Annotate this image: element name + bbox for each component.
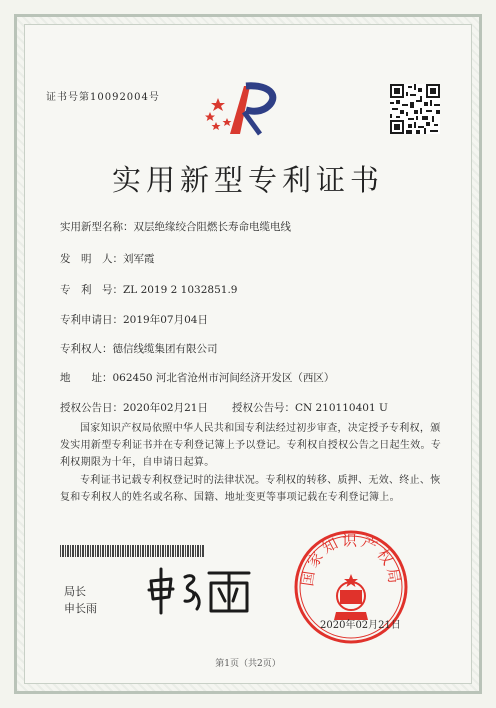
certificate-number: 证书号第10092004号: [46, 92, 160, 103]
director-signature-icon: [145, 563, 255, 619]
seal-date: 2020年02月21日: [320, 620, 401, 631]
announcement-date-value: 2020年02月21日: [123, 402, 208, 414]
filing-date-value: 2019年07月04日: [123, 314, 208, 326]
certificate-title: 实用新型专利证书: [111, 163, 384, 197]
director-title: 局长: [64, 585, 86, 598]
patent-number-label: 专 利 号：: [60, 284, 123, 296]
utility-model-name-label: 实用新型名称：: [60, 221, 134, 233]
address-label: 地 址：: [60, 372, 113, 384]
announcement-date-label: 授权公告日：: [60, 402, 123, 414]
announcement-number-value: CN 210110401 U: [294, 402, 388, 414]
director-name: 申长雨: [64, 602, 97, 615]
filing-date-row: [60, 312, 208, 327]
announcement-row: [60, 400, 388, 415]
patentee-row: [60, 341, 218, 356]
filing-date-label: 专利申请日：: [60, 314, 123, 326]
address-row: [60, 370, 334, 385]
patentee-label: 专利权人：: [60, 343, 113, 355]
seal-text: 国家知识产权局: [298, 531, 404, 588]
inventor-row: [60, 251, 155, 266]
qr-code-icon: [390, 84, 440, 134]
patent-number-value: ZL 2019 2 1032851.9: [123, 284, 238, 296]
announcement-number-label: 授权公告号：: [231, 402, 295, 414]
page-number: 第1页（共2页）: [215, 659, 281, 669]
utility-model-name-row: [60, 219, 291, 234]
utility-model-name-value: 双层绝缘绞合阻燃长寿命电缆电线: [133, 221, 291, 233]
patent-office-logo-icon: [200, 78, 296, 136]
patent-number-row: [60, 282, 237, 297]
notice-paragraph-1: 国家知识产权局依照中华人民共和国专利法经过初步审查，决定授予专利权，颁发实用新型专利证书并在专利登记簿上予以登记。专利权自授权公告之日起生效。专利权期限为十年，自申请日起算。: [60, 423, 442, 468]
barcode: [60, 545, 205, 557]
inventor-value: 刘军霞: [123, 253, 155, 265]
address-value: 062450 河北省沧州市河间经济开发区（西区）: [112, 372, 335, 384]
patentee-value: 德信线缆集团有限公司: [112, 343, 218, 355]
notice-paragraph-2: 专利证书记载专利权登记时的法律状况。专利权的转移、质押、无效、终止、恢复和专利权人的姓名或名称、国籍、地址变更等事项记载在专利登记簿上。: [60, 475, 441, 503]
inventor-label: 发 明 人：: [60, 253, 123, 265]
